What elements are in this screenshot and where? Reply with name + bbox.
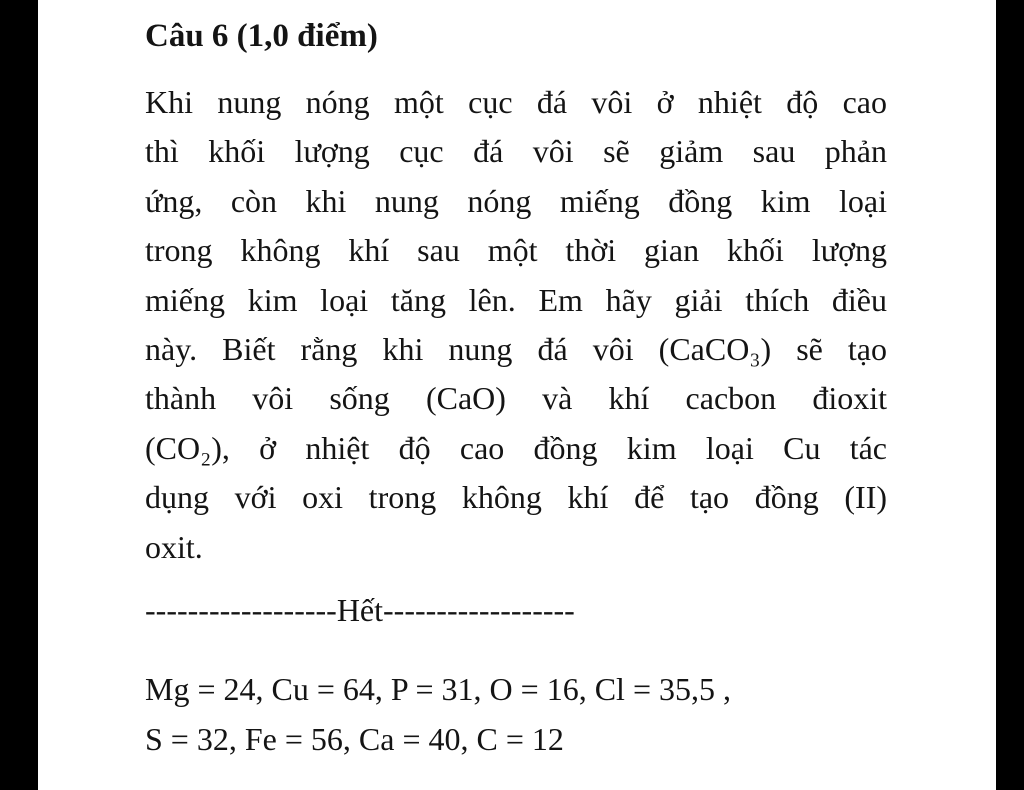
paragraph-line: miếng kim loại tăng lên. Em hãy giải thích điều (145, 281, 887, 318)
paragraph-line: trong không khí sau một thời gian khối lượng (145, 232, 887, 269)
atomic-masses-line: S = 32, Fe = 56, Ca = 40, C = 12 (145, 721, 564, 757)
end-marker: ------------------Hết------------------ (145, 592, 575, 628)
paper-page (38, 0, 996, 790)
atomic-masses-line: Mg = 24, Cu = 64, P = 31, O = 16, Cl = 35,5 , (145, 671, 731, 707)
paragraph-line: thành vôi sống (CaO) và khí cacbon đioxit (145, 380, 887, 417)
paragraph-line: (CO₂), ở nhiệt độ cao đồng kim loại Cu tác (145, 429, 887, 466)
question-heading: Câu 6 (1,0 điểm) (145, 18, 378, 54)
paragraph-line: Khi nung nóng một cục đá vôi ở nhiệt độ cao (145, 84, 887, 120)
paragraph-line: ứng, còn khi nung nóng miếng đồng kim loại (145, 182, 887, 219)
paragraph-line: thì khối lượng cục đá vôi sẽ giảm sau phản (145, 133, 887, 170)
atomic-masses (145, 664, 731, 764)
paragraph-line: này. Biết rằng khi nung đá vôi (CaCO₃) sẽ tạo (145, 330, 887, 367)
question-paragraph (145, 78, 887, 572)
paragraph-line: dụng với oxi trong không khí để tạo đồng (II) (145, 479, 887, 516)
paragraph-line: oxit. (145, 528, 203, 565)
